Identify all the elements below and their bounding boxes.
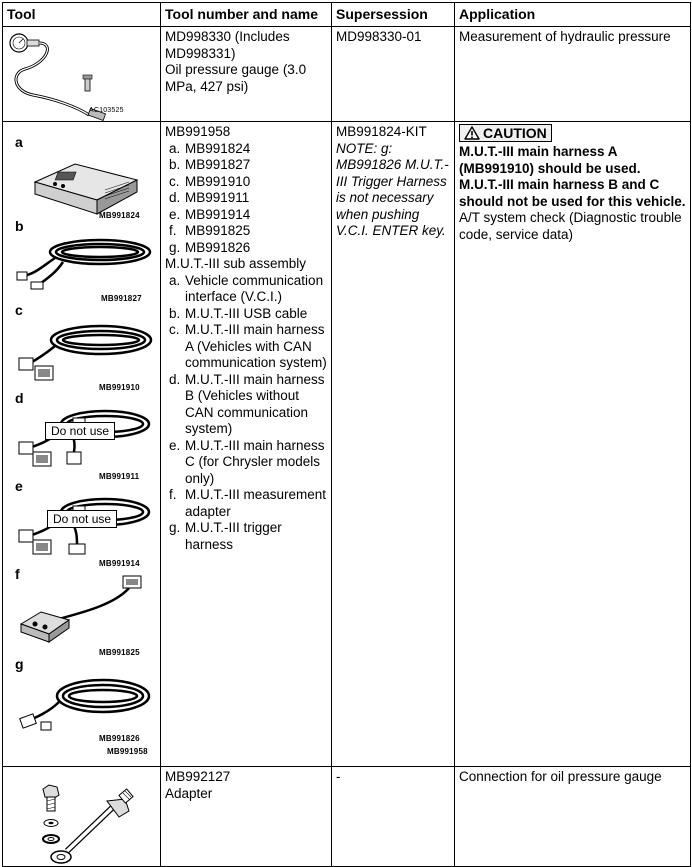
header-tool-number-name: Tool number and name [161, 3, 332, 27]
tool-name: Adapter [165, 785, 213, 801]
tool-number-name-cell [161, 767, 332, 867]
list-item: e. MB991914 [169, 206, 251, 222]
item-letter-e: e [15, 478, 23, 494]
tool-number: MB992127 [165, 769, 231, 784]
list-item: a. MB991824 [169, 140, 251, 156]
do-not-use-label: Do not use [47, 510, 117, 528]
table-row [3, 27, 691, 122]
caption-mb991911: MB991911 [99, 472, 140, 481]
caution-text: M.U.T.-III main harness A (MB991910) should be used. M.U.T.-III main harness B and C should not be used for this vehicle. [459, 144, 686, 209]
oil-pressure-gauge-illustration [7, 29, 157, 121]
list-item: c. MB991910 [169, 173, 251, 189]
list-item: g. M.U.T.-III trigger harness [169, 520, 282, 552]
list-item: c. M.U.T.-III main harness A (Vehicles with CAN communication system) [169, 322, 327, 370]
item-letter-f: f [15, 566, 20, 582]
tool-number: MD998330 (Includes MD998331) [165, 29, 290, 61]
tool-illustration-cell [3, 27, 161, 122]
list-item: d. MB991911 [169, 190, 250, 205]
trigger-harness-illustration [13, 666, 153, 736]
caption-mb991958: MB991958 [107, 747, 148, 756]
caption-mb991826: MB991826 [99, 734, 140, 743]
item-letter-a: a [15, 134, 23, 150]
application-cell [455, 122, 691, 767]
list-item: d. M.U.T.-III main harness B (Vehicles without CAN communication system) [169, 371, 325, 436]
vci-illustration [25, 142, 145, 222]
table-row [3, 122, 691, 767]
application-value: A/T system check (Diagnostic trouble code, service data) [459, 210, 682, 242]
special-tools-table [2, 2, 691, 867]
sub-assembly-list [165, 273, 327, 554]
tool-number-name-cell [161, 122, 332, 767]
header-tool: Tool [3, 3, 161, 27]
list-item: a. Vehicle communication interface (V.C.I.) [169, 272, 324, 304]
tool-illustration-cell [3, 122, 161, 767]
kit-items-list [165, 141, 327, 257]
item-letter-d: d [15, 390, 24, 406]
caption-mb991824: MB991824 [99, 211, 140, 220]
do-not-use-label: Do not use [45, 422, 115, 440]
supersession-note: NOTE: g: MB991826 M.U.T.-III Trigger Harness is not necessary when pushing V.C.I. ENTER key. [336, 140, 449, 238]
caution-label: CAUTION [483, 125, 547, 141]
supersession-value: - [336, 769, 341, 784]
table-row [3, 767, 691, 867]
illustration-caption: AC103525 [89, 107, 124, 114]
list-item: g. MB991826 [169, 239, 251, 255]
adapter-illustration [7, 769, 157, 865]
usb-cable-illustration [15, 230, 155, 290]
caption-mb991910: MB991910 [99, 383, 140, 392]
tool-number-name-cell [161, 27, 332, 122]
header-application: Application [455, 3, 691, 27]
caption-mb991914: MB991914 [99, 559, 140, 568]
kit-number: MB991958 [165, 124, 231, 139]
tool-name: Oil pressure gauge (3.0 MPa, 427 psi) [165, 62, 307, 94]
caution-badge [459, 124, 552, 142]
list-item: f. M.U.T.-III measurement adapter [169, 487, 327, 519]
item-letter-b: b [15, 218, 24, 234]
main-harness-a-illustration [15, 312, 155, 382]
list-item: b. MB991827 [169, 157, 251, 172]
supersession-value: MD998330-01 [336, 29, 422, 44]
warning-triangle-icon [464, 126, 480, 140]
caption-mb991827: MB991827 [101, 294, 142, 303]
application-value: Connection for oil pressure gauge [459, 769, 662, 784]
sub-assembly-title: M.U.T.-III sub assembly [165, 256, 307, 271]
caption-mb991825: MB991825 [99, 648, 140, 657]
application-value: Measurement of hydraulic pressure [459, 29, 671, 44]
supersession-cell [332, 27, 455, 122]
supersession-cell [332, 767, 455, 867]
application-cell [455, 767, 691, 867]
list-item: e. M.U.T.-III main harness C (for Chrysler models only) [169, 437, 325, 486]
header-row [3, 3, 691, 27]
list-item: b. M.U.T.-III USB cable [169, 305, 308, 321]
measurement-adapter-illustration [15, 574, 155, 644]
application-cell [455, 27, 691, 122]
header-supersession: Supersession [332, 3, 455, 27]
list-item: f. MB991825 [169, 223, 251, 238]
supersession-cell [332, 122, 455, 767]
tool-illustration-cell [3, 767, 161, 867]
item-letter-g: g [15, 656, 24, 672]
supersession-value: MB991824-KIT [336, 124, 427, 139]
item-letter-c: c [15, 302, 23, 318]
